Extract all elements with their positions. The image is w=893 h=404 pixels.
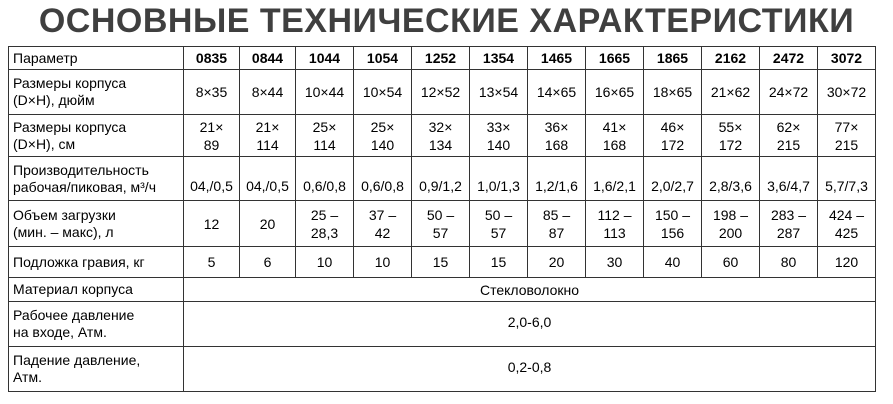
row-label-line-2: (D×H), см: [13, 135, 76, 152]
value-cell: [702, 115, 760, 157]
row-label-line-2: на входе, Атм.: [13, 324, 107, 340]
model-header-cell: 2472: [760, 47, 818, 70]
table-row: [9, 157, 876, 201]
value-cell: [354, 201, 412, 247]
value-line-1: 0,9/1,2: [419, 177, 462, 194]
table-row: [9, 247, 876, 278]
value-cell: [296, 70, 354, 115]
table-row: [9, 70, 876, 115]
value-line-1: 77×: [834, 118, 859, 135]
value-cell: [184, 157, 240, 201]
row-label-cell: [9, 347, 184, 392]
value-line-2: 172: [718, 136, 743, 153]
value-cell: [702, 247, 760, 278]
value-line-1: 0,6/0,8: [303, 177, 346, 194]
value-line-1: 24×72: [768, 84, 809, 100]
value-line-2: 168: [602, 136, 627, 153]
value-line-2: 114: [313, 136, 336, 153]
value-line-1: 13×54: [478, 84, 519, 100]
value-line-1: 1,0/1,3: [477, 177, 520, 194]
value-line-1: 283 –: [770, 206, 807, 223]
row-label-cell: [9, 70, 184, 115]
value-line-1: 20: [259, 215, 276, 232]
value-line-1: 424 –: [828, 206, 865, 223]
value-cell: [470, 201, 528, 247]
value-line-1: 41×: [602, 118, 627, 135]
row-label-line-2: рабочая/пиковая, м³/ч: [13, 178, 156, 195]
value-line-1: 25 –: [310, 206, 339, 223]
value-cell: [240, 70, 296, 115]
row-label-line-2: Атм.: [13, 369, 42, 385]
value-cell: [760, 157, 818, 201]
value-line-1: 30: [606, 254, 623, 270]
value-cell: [818, 115, 876, 157]
value-cell: [184, 247, 240, 278]
value-cell: [586, 115, 644, 157]
value-cell: [240, 157, 296, 201]
row-label-cell: [9, 247, 184, 278]
model-header-cell: 1044: [296, 47, 354, 70]
value-line-1: 55×: [718, 118, 743, 135]
value-line-1: 62×: [776, 118, 801, 135]
value-cell: [760, 201, 818, 247]
model-header-cell: 1054: [354, 47, 412, 70]
value-line-1: 5,7/7,3: [825, 177, 868, 194]
value-line-1: 8×35: [195, 84, 228, 100]
value-line-1: 18×65: [652, 84, 693, 100]
row-label-line-1: Рабочее давление: [13, 307, 135, 323]
value-line-1: 12: [203, 215, 220, 232]
value-line-1: 8×44: [251, 84, 284, 100]
value-cell: [818, 157, 876, 201]
value-line-1: 04,/0,5: [190, 177, 233, 194]
value-line-1: 16×65: [594, 84, 635, 100]
value-cell: [644, 247, 702, 278]
value-line-1: 80: [780, 254, 797, 270]
value-line-1: 6: [263, 254, 272, 270]
value-line-1: 32×: [428, 118, 453, 135]
table-row: [9, 278, 876, 302]
value-line-1: 25×: [312, 118, 337, 135]
value-line-1: 15: [490, 254, 507, 270]
value-line-1: 50 –: [426, 206, 455, 223]
value-cell: [470, 157, 528, 201]
value-cell: [296, 157, 354, 201]
value-cell: [702, 70, 760, 115]
value-cell: [470, 115, 528, 157]
row-label-cell: [9, 115, 184, 157]
value-line-1: 112 –: [597, 206, 632, 223]
value-cell: [354, 247, 412, 278]
value-line-2: 156: [660, 224, 685, 241]
value-cell: [644, 201, 702, 247]
value-cell: [586, 201, 644, 247]
value-line-1: 21×: [255, 118, 280, 135]
value-line-1: 10×54: [362, 84, 403, 100]
value-line-2: 134: [428, 136, 453, 153]
value-line-1: 20: [548, 254, 565, 270]
value-line-1: 3,6/4,7: [767, 177, 810, 194]
value-cell: [296, 115, 354, 157]
value-line-1: 10×44: [304, 84, 345, 100]
model-header-cell: 1665: [586, 47, 644, 70]
value-line-1: 33×: [486, 118, 511, 135]
value-line-2: 140: [486, 136, 511, 153]
value-cell: [240, 201, 296, 247]
value-cell: [702, 201, 760, 247]
value-line-1: 04,/0,5: [246, 177, 289, 194]
value-line-1: 12×52: [420, 84, 461, 100]
model-header-cell: 0844: [240, 47, 296, 70]
value-cell: [354, 157, 412, 201]
value-cell: [644, 115, 702, 157]
value-cell: [818, 70, 876, 115]
value-cell: [528, 157, 586, 201]
model-header-cell: 2162: [702, 47, 760, 70]
value-line-1: 37 –: [368, 206, 397, 223]
model-header-cell: 1354: [470, 47, 528, 70]
row-label-cell: [9, 302, 184, 347]
merged-value-cell: Стекловолокно: [184, 278, 876, 302]
value-cell: [760, 115, 818, 157]
value-line-2: 200: [718, 224, 743, 241]
model-header-cell: 1865: [644, 47, 702, 70]
table-row: [9, 302, 876, 347]
value-cell: [528, 247, 586, 278]
value-line-1: 40: [664, 254, 681, 270]
value-line-1: 85 –: [542, 206, 571, 223]
value-line-2: 87: [548, 224, 565, 241]
value-cell: [528, 70, 586, 115]
value-cell: [586, 157, 644, 201]
value-line-1: 14×65: [536, 84, 577, 100]
value-line-1: 1,6/2,1: [593, 177, 636, 194]
value-line-1: 198 –: [712, 206, 749, 223]
row-label-cell: [9, 201, 184, 247]
table-row: [9, 201, 876, 247]
row-label-line-1: Падение давление,: [13, 352, 141, 368]
value-cell: [240, 115, 296, 157]
value-line-1: 60: [722, 254, 739, 270]
value-line-1: 5: [207, 254, 216, 270]
header-parameter-cell: Параметр: [9, 47, 184, 70]
value-line-2: 113: [603, 224, 626, 241]
value-line-2: 28,3: [310, 224, 339, 241]
merged-value-cell: 0,2-0,8: [184, 347, 876, 392]
value-line-1: 120: [834, 254, 859, 270]
value-line-1: 0,6/0,8: [361, 177, 404, 194]
value-line-1: 30×72: [826, 84, 867, 100]
value-line-1: 150 –: [654, 206, 691, 223]
value-line-1: 46×: [660, 118, 685, 135]
value-cell: [184, 70, 240, 115]
value-cell: [184, 201, 240, 247]
page-title: ОСНОВНЫЕ ТЕХНИЧЕСКИЕ ХАРАКТЕРИСТИКИ: [38, 2, 855, 40]
table-row: [9, 115, 876, 157]
value-line-1: 10: [316, 254, 333, 270]
value-line-1: 36×: [544, 118, 569, 135]
value-line-1: 15: [432, 254, 449, 270]
value-line-1: 1,2/1,6: [535, 177, 578, 194]
value-cell: [760, 70, 818, 115]
value-line-2: 215: [834, 136, 859, 153]
row-label-line-1: Размеры корпуса: [13, 75, 127, 91]
value-cell: [354, 70, 412, 115]
value-line-1: 10: [374, 254, 391, 270]
value-cell: [412, 201, 470, 247]
value-cell: [586, 70, 644, 115]
value-cell: [528, 201, 586, 247]
value-line-2: 89: [203, 136, 220, 153]
row-label-line-1: Размеры корпуса: [13, 118, 127, 135]
value-line-2: 287: [776, 224, 801, 241]
value-line-1: 25×: [370, 118, 395, 135]
value-cell: [296, 201, 354, 247]
value-line-2: 168: [544, 136, 569, 153]
value-line-1: 21×62: [710, 84, 751, 100]
row-label-line-1: Материал корпуса: [13, 281, 133, 297]
row-label-line-1: Производительность: [13, 161, 149, 178]
value-cell: [818, 247, 876, 278]
model-header-cell: 3072: [818, 47, 876, 70]
value-cell: [470, 70, 528, 115]
table-row: [9, 347, 876, 392]
specs-table: [8, 46, 876, 392]
value-line-2: 140: [370, 136, 395, 153]
value-cell: [760, 247, 818, 278]
value-line-1: 21×: [199, 118, 224, 135]
value-cell: [412, 115, 470, 157]
row-label-line-2: (D×H), дюйм: [13, 92, 95, 108]
value-line-1: 2,0/2,7: [651, 177, 694, 194]
value-line-2: 215: [776, 136, 801, 153]
model-header-cell: 1252: [412, 47, 470, 70]
value-line-2: 57: [490, 224, 507, 241]
value-line-2: 425: [834, 224, 859, 241]
row-label-line-1: Объем загрузки: [13, 206, 116, 223]
model-header-cell: 1465: [528, 47, 586, 70]
value-cell: [528, 115, 586, 157]
value-line-1: 50 –: [484, 206, 513, 223]
model-header-cell: 0835: [184, 47, 240, 70]
table-header-row: [9, 47, 876, 70]
row-label-line-1: Подложка гравия, кг: [13, 253, 145, 270]
row-label-line-2: (мин. – макс), л: [13, 223, 114, 240]
value-cell: [296, 247, 354, 278]
value-line-2: 57: [432, 224, 449, 241]
value-line-2: 172: [660, 136, 685, 153]
value-line-2: 42: [374, 224, 391, 241]
value-cell: [702, 157, 760, 201]
value-cell: [818, 201, 876, 247]
value-cell: [240, 247, 296, 278]
value-cell: [412, 70, 470, 115]
value-line-1: 2,8/3,6: [709, 177, 752, 194]
value-cell: [644, 70, 702, 115]
merged-value-cell: 2,0-6,0: [184, 302, 876, 347]
value-cell: [412, 247, 470, 278]
row-label-cell: [9, 278, 184, 302]
value-cell: [586, 247, 644, 278]
value-cell: [354, 115, 412, 157]
value-cell: [184, 115, 240, 157]
row-label-cell: [9, 157, 184, 201]
value-cell: [412, 157, 470, 201]
value-cell: [470, 247, 528, 278]
value-line-2: 114: [256, 136, 279, 153]
value-cell: [644, 157, 702, 201]
